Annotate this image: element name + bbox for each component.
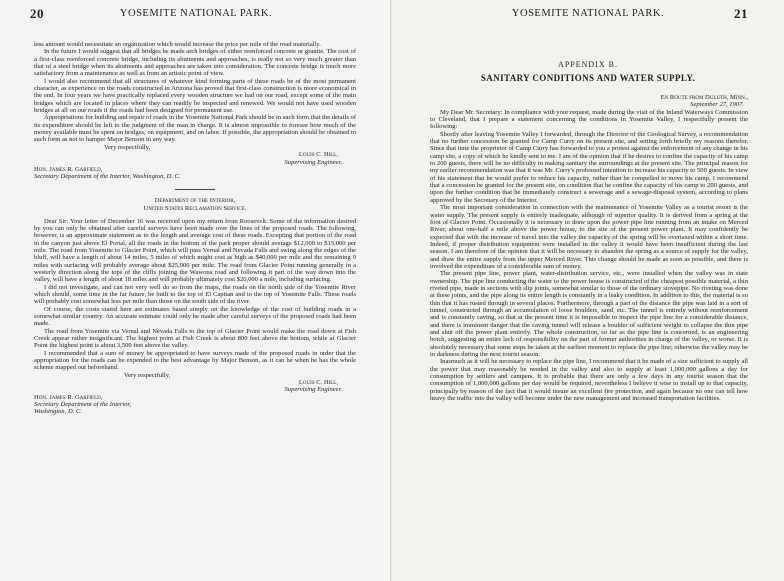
- paragraph: The road from Yosemite via Vernal and Nevada Falls to the top of Glacier Point would make the road down at Fish Creek appear rather insignificant. The highest point at Fish Creek is about 800 feet above the bottom, while at Glacier Point the highest point is about 3,500 feet above the valley.: [34, 327, 356, 350]
- dateline-place: En Route from Duluth, Minn.,: [660, 94, 748, 101]
- addressee-title: Secretary Department of the Interior,: [34, 401, 132, 409]
- paragraph: I recommended that a sum of money be appropriated to have surveys made of the proposed roads in order that the appropriation for the roads can be expended to the best advantage by Major Benson, as it can be when he has the whole scheme mapped out beforehand.: [34, 349, 356, 372]
- closing-line: Very respectfully,: [124, 371, 171, 379]
- section-title: SANITARY CONDITIONS AND WATER SUPPLY.: [480, 73, 696, 83]
- right-page: [392, 0, 784, 581]
- left-text-column: [34, 41, 356, 416]
- closing-line: Very respectfully,: [104, 143, 151, 151]
- running-head-left: YOSEMITE NATIONAL PARK.: [119, 8, 273, 19]
- letterhead-department: Department of the Interior,: [154, 196, 236, 204]
- page-number-left: 20: [30, 6, 44, 21]
- paragraph: Of course, the costs stated here are estimates based simply on the knowledge of the cost of building roads in a somewhat similar country. An accurate estimate could only be made after careful surveys of the proposed roads had been made.: [34, 305, 356, 328]
- paragraph: The most important consideration in connection with the maintenance of Yosemite Valley as a tourist resort is the water supply. The present supply is entirely inadequate, although of superior quality. It is derived from a spring at the foot of Glacier Point. Occasionally it is necessary to draw upon the power pipe line running from an intake on Merced River, about one-half a mile above the power house, to the site of the present power plant. It may confidently be expected that with the increase of travel into the valley the capacity of the spring will be overtaxed within a short time. Indeed, if proper distribution equipment were installed in the valley it would have been insufficient during the last season. I am therefore of the opinion that it will be necessary to abandon the spring as a source of supply for the valley, and draw the entire supply from the upper Merced River. This change should be made as soon as possible, and there is involved the expenditure of a considerable sum of money.: [430, 204, 748, 270]
- paragraph: Appropriations for building and repair of roads in the Yosemite National Park should be in such form that the details of its expenditure should be left to the judgment of the man in charge. It is almost impossible to foresee how much of the money available must be spent on bridges, on equipment, and on labor. If possible, the appropriation should be obtained in such form as not to hamper Major Benson in any way.: [34, 114, 356, 144]
- paragraph: Dear Sir: Your letter of December 16 was received upon my return from Roosevelt. Some of the information desired by you can only be obtained after careful surveys have been made over the lines of the proposed roads. The following, however, is an approximate statement as to the length and average cost of these roads. Excepting that portion of the road in the canyon just above El Portal, all the roads in the bottom of the park proper should average $12,000 to $15,000 per mile. The road from Yosemite to Glacier Point, which will pass Vernal and Nevada Falls and swing along the edges of the bluff, will have a length of about 14 miles, 5 miles of which might cost as high as $40,000 per mile and the remaining 9 miles with surfacing will probably average about $25,000 per mile. The road from Glacier Point running generally in a westerly direction along the tops of the cliffs joining the Wawona road and following it part of the way down into the valley, will have a length of about 18 miles and will probably ultimately cost $20,000 a mile, including surfacing.: [34, 217, 356, 284]
- paragraph: My Dear Mr. Secretary: In compliance with your request, made during the visit of the Inland Waterways Commission to Cleveland, that I prepare a statement concerning the conditions in Yosemite Valley, I respectfully present the following:: [430, 108, 748, 131]
- paragraph: less amount would necessitate an organization which would increase the price per mile of the road materially.: [34, 41, 321, 48]
- section-divider: [175, 189, 215, 190]
- addressee-name: Hon. James R. Garfield,: [34, 393, 103, 401]
- addressee-title: Secretary Department of the Interior, Washington, D. C.: [34, 173, 181, 181]
- addressee-place: Washington, D. C.: [34, 408, 82, 416]
- addressee-name: Hon. James R. Garfield,: [34, 165, 103, 173]
- signer-name: Louis C. Hill,: [298, 151, 338, 159]
- paragraph: The present pipe line, power plant, water-distribution service, etc., were installed when the valley was in state ownership. The pipe line conducting the water to the power house is constructed of the cheapest possible material, a thin riveted pipe, made in sections with slip joints, somewhat similar to those of the ordinary stovepipe. No riveting was done at these joints, and the pipe along its entire length is constantly in a leaky condition. In addition to this, the material is so thin that it has rusted through in several places. Furthermore, through a part of the distance the pipe was laid in a sort of tunnel, constructed through an accumulation of loose boulders, sand, etc. The tunnel is entirely without reenforcement and is constantly caving, so that at the present time it is impossible to inspect the pipe line for a considerable distance, and there is imminent danger that the caving tunnel will release a boulder of sufficient weight to collapse the thin pipe and shut off the power plant entirely. The whole construction, so far as the pipe line is concerned, is an engineering botch, suggesting an entire lack of responsibility on the part of former authorities in charge of the valley, or worse. It is absolutely necessary that some steps be taken at the earliest moment to replace the pipe line; otherwise the valley may be in darkness during the next tourist season.: [430, 270, 748, 359]
- paragraph: I would also recommend that all structures of whatever kind forming parts of these roads be of the most permanent character, as experience on the roads constructed in Arizona has proved that first-class construction is more economical in the end. In four years we have practically replaced every wooden structure we had on our road, except some of the main bridges which are located in places where they can readily be inspected and renewed. We would not have used wooden bridges at all on our roads if the roads had been designed for permanent use.: [34, 77, 356, 115]
- right-text-column: [430, 94, 748, 402]
- dateline-date: September 27, 1907.: [690, 101, 744, 109]
- paragraph: I did not investigate, and can not very well do so from the maps, the roads on the north side of the Yosemite River which should, some time in the far future, be built to the top of El Capitan and to the top of Yosemite Falls. These roads will probably cost somewhat less per mile than those on the south side of the river.: [34, 283, 356, 306]
- page-number-right: 21: [734, 6, 748, 21]
- appendix-title: APPENDIX B.: [558, 60, 618, 69]
- signer-title: Supervising Engineer.: [284, 386, 342, 394]
- running-head-right: YOSEMITE NATIONAL PARK.: [511, 8, 665, 19]
- letterhead-service: United States Reclamation Service.: [143, 204, 247, 212]
- paragraph: Inasmuch as it will be necessary to replace the pipe line, I recommend that it be made of a size sufficient to supply all the power that may reasonably be needed in the valley and also to supply at least 1,000,000 gallons a day for consumption by settlers and campers. It is probable that there are only a few days in any tourist season that the consumption of 1,000,000 gallons per day would be required, nevertheless I believe it wise to install up to that capacity, principally by reason of the fact that it would insure an excellent fire protection, and again because no one can tell how heavy the traffic into the valley will become under the new management and increased transportation facilities.: [430, 358, 748, 403]
- signer-name: Louis C. Hill,: [298, 379, 338, 387]
- signer-title: Supervising Engineer.: [284, 158, 342, 166]
- paragraph: Shortly after leaving Yosemite Valley I forwarded, through the Director of the Geological Survey, a recommendation that no further concession be granted for Camp Curry on its present site, and setting forth briefly my reasons therefor. Since that time the proprietor of Camp Curry has forwarded to you a protest against the enforcement of any change in his camp site, a copy of which he kindly sent to me. I am of the opinion that if he desires to confine the capacity of his camp to 200 guests, there will be no difficulty in making sanitary the surroundings at the present site. The principal reason for my earlier recommendation was that it was Mr. Curry's professed intention to increase his capacity to 500 guests. In view of his statement that he would prefer to reduce his capacity, rather than be compelled to move his camp, I recommend that a concession be granted for the present site, on condition that he confine the capacity of his camp to 200 guests, and upon the further condition that he immediately construct a sewerage and a sewage-disposal system, according to plans approved by the Secretary of the Interior.: [430, 130, 748, 204]
- paragraph: In the future I would suggest that all bridges be made arch bridges of either reenforced concrete or granite. The cost of a first-class reenforced concrete bridge, including its abutments and approaches, is really not so very much greater than that of a steel bridge when its abutments and approaches are taken into consideration. The concrete bridge is much more satisfactory from a maintenance as well as from an artistic point of view.: [34, 48, 356, 78]
